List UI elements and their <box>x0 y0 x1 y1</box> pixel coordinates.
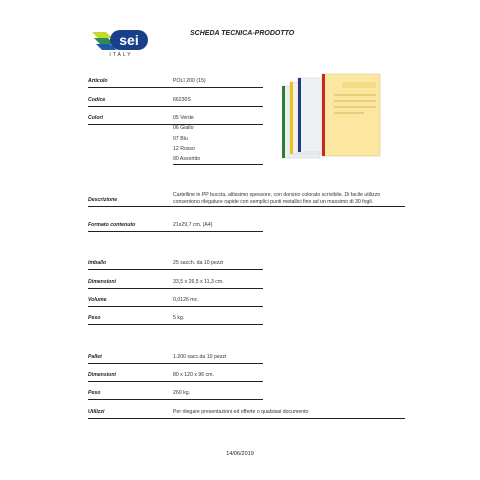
label-codice: Codice <box>88 97 263 107</box>
value-peso-pallet: 260 kg. <box>173 390 191 396</box>
value-articolo: POLI 200 (15) <box>173 78 206 84</box>
value-underline <box>173 399 263 400</box>
value-underline <box>173 106 263 107</box>
value-underline <box>173 269 263 270</box>
folder-red <box>322 74 380 156</box>
value-dimensioni-imballo: 33,5 x 26,5 x 11,3 cm. <box>173 279 224 285</box>
label-imballo: Imballo <box>88 260 263 270</box>
label-utilizzi: Utilizzi <box>88 409 263 419</box>
value-colore-5: 90 Assortito <box>173 156 201 162</box>
label-dimensioni-imballo: Dimensioni <box>88 279 263 289</box>
label-pallet: Pallet <box>88 354 263 364</box>
value-colore-1: 05 Verde <box>173 115 194 121</box>
value-colore-2: 06 Giallo <box>173 125 194 131</box>
value-underline <box>173 164 263 165</box>
value-codice: 66230S <box>173 97 191 103</box>
value-imballo: 25 sacch. da 10 pezzi <box>173 260 224 266</box>
value-peso-imballo: 5 kg. <box>173 315 185 321</box>
value-underline <box>173 306 263 307</box>
label-volume: Volume <box>88 297 263 307</box>
logo-subtitle: ITALY <box>109 52 133 58</box>
value-underline <box>173 206 405 207</box>
value-underline <box>173 87 263 88</box>
footer-date: 14/06/2019 <box>226 451 254 457</box>
label-peso-imballo: Peso <box>88 315 263 325</box>
value-underline <box>173 288 263 289</box>
product-image <box>282 72 382 164</box>
value-pallet: 1.200 sacc.da 10 pezzi <box>173 354 227 360</box>
label-formato: Formato contenuto <box>88 222 263 232</box>
value-underline <box>173 231 263 232</box>
page-title: SCHEDA TECNICA-PRODOTTO <box>190 30 295 37</box>
value-underline <box>173 324 263 325</box>
label-colori: Colori <box>88 115 263 125</box>
label-dimensioni-pallet: Dimensioni <box>88 372 263 382</box>
value-descrizione: Cartelline in PP buccia, altissimo spessore, con dorsino colorato scrivibile. Di facile utilizzo consentono rilegature rapide con semplici punti metallici fino ad un massimo di 30 fogli. <box>173 192 381 205</box>
value-volume: 0,0126 mc. <box>173 297 199 303</box>
value-underline <box>173 381 263 382</box>
value-colore-4: 12 Rosso <box>173 146 195 152</box>
label-descrizione: Descrizione <box>88 197 263 207</box>
value-formato: 21x29,7 cm. (A4) <box>173 222 213 228</box>
logo-text: sei <box>119 32 139 48</box>
value-underline <box>173 418 405 419</box>
label-articolo: Articolo <box>88 78 263 88</box>
label-peso-pallet: Peso <box>88 390 263 400</box>
value-underline <box>173 363 263 364</box>
value-utilizzi: Per rilegare presentazioni ed offerte o qualsiasi documento <box>173 409 309 415</box>
value-colore-3: 07 Blu <box>173 136 188 142</box>
value-dimensioni-pallet: 80 x 120 x 96 cm. <box>173 372 214 378</box>
